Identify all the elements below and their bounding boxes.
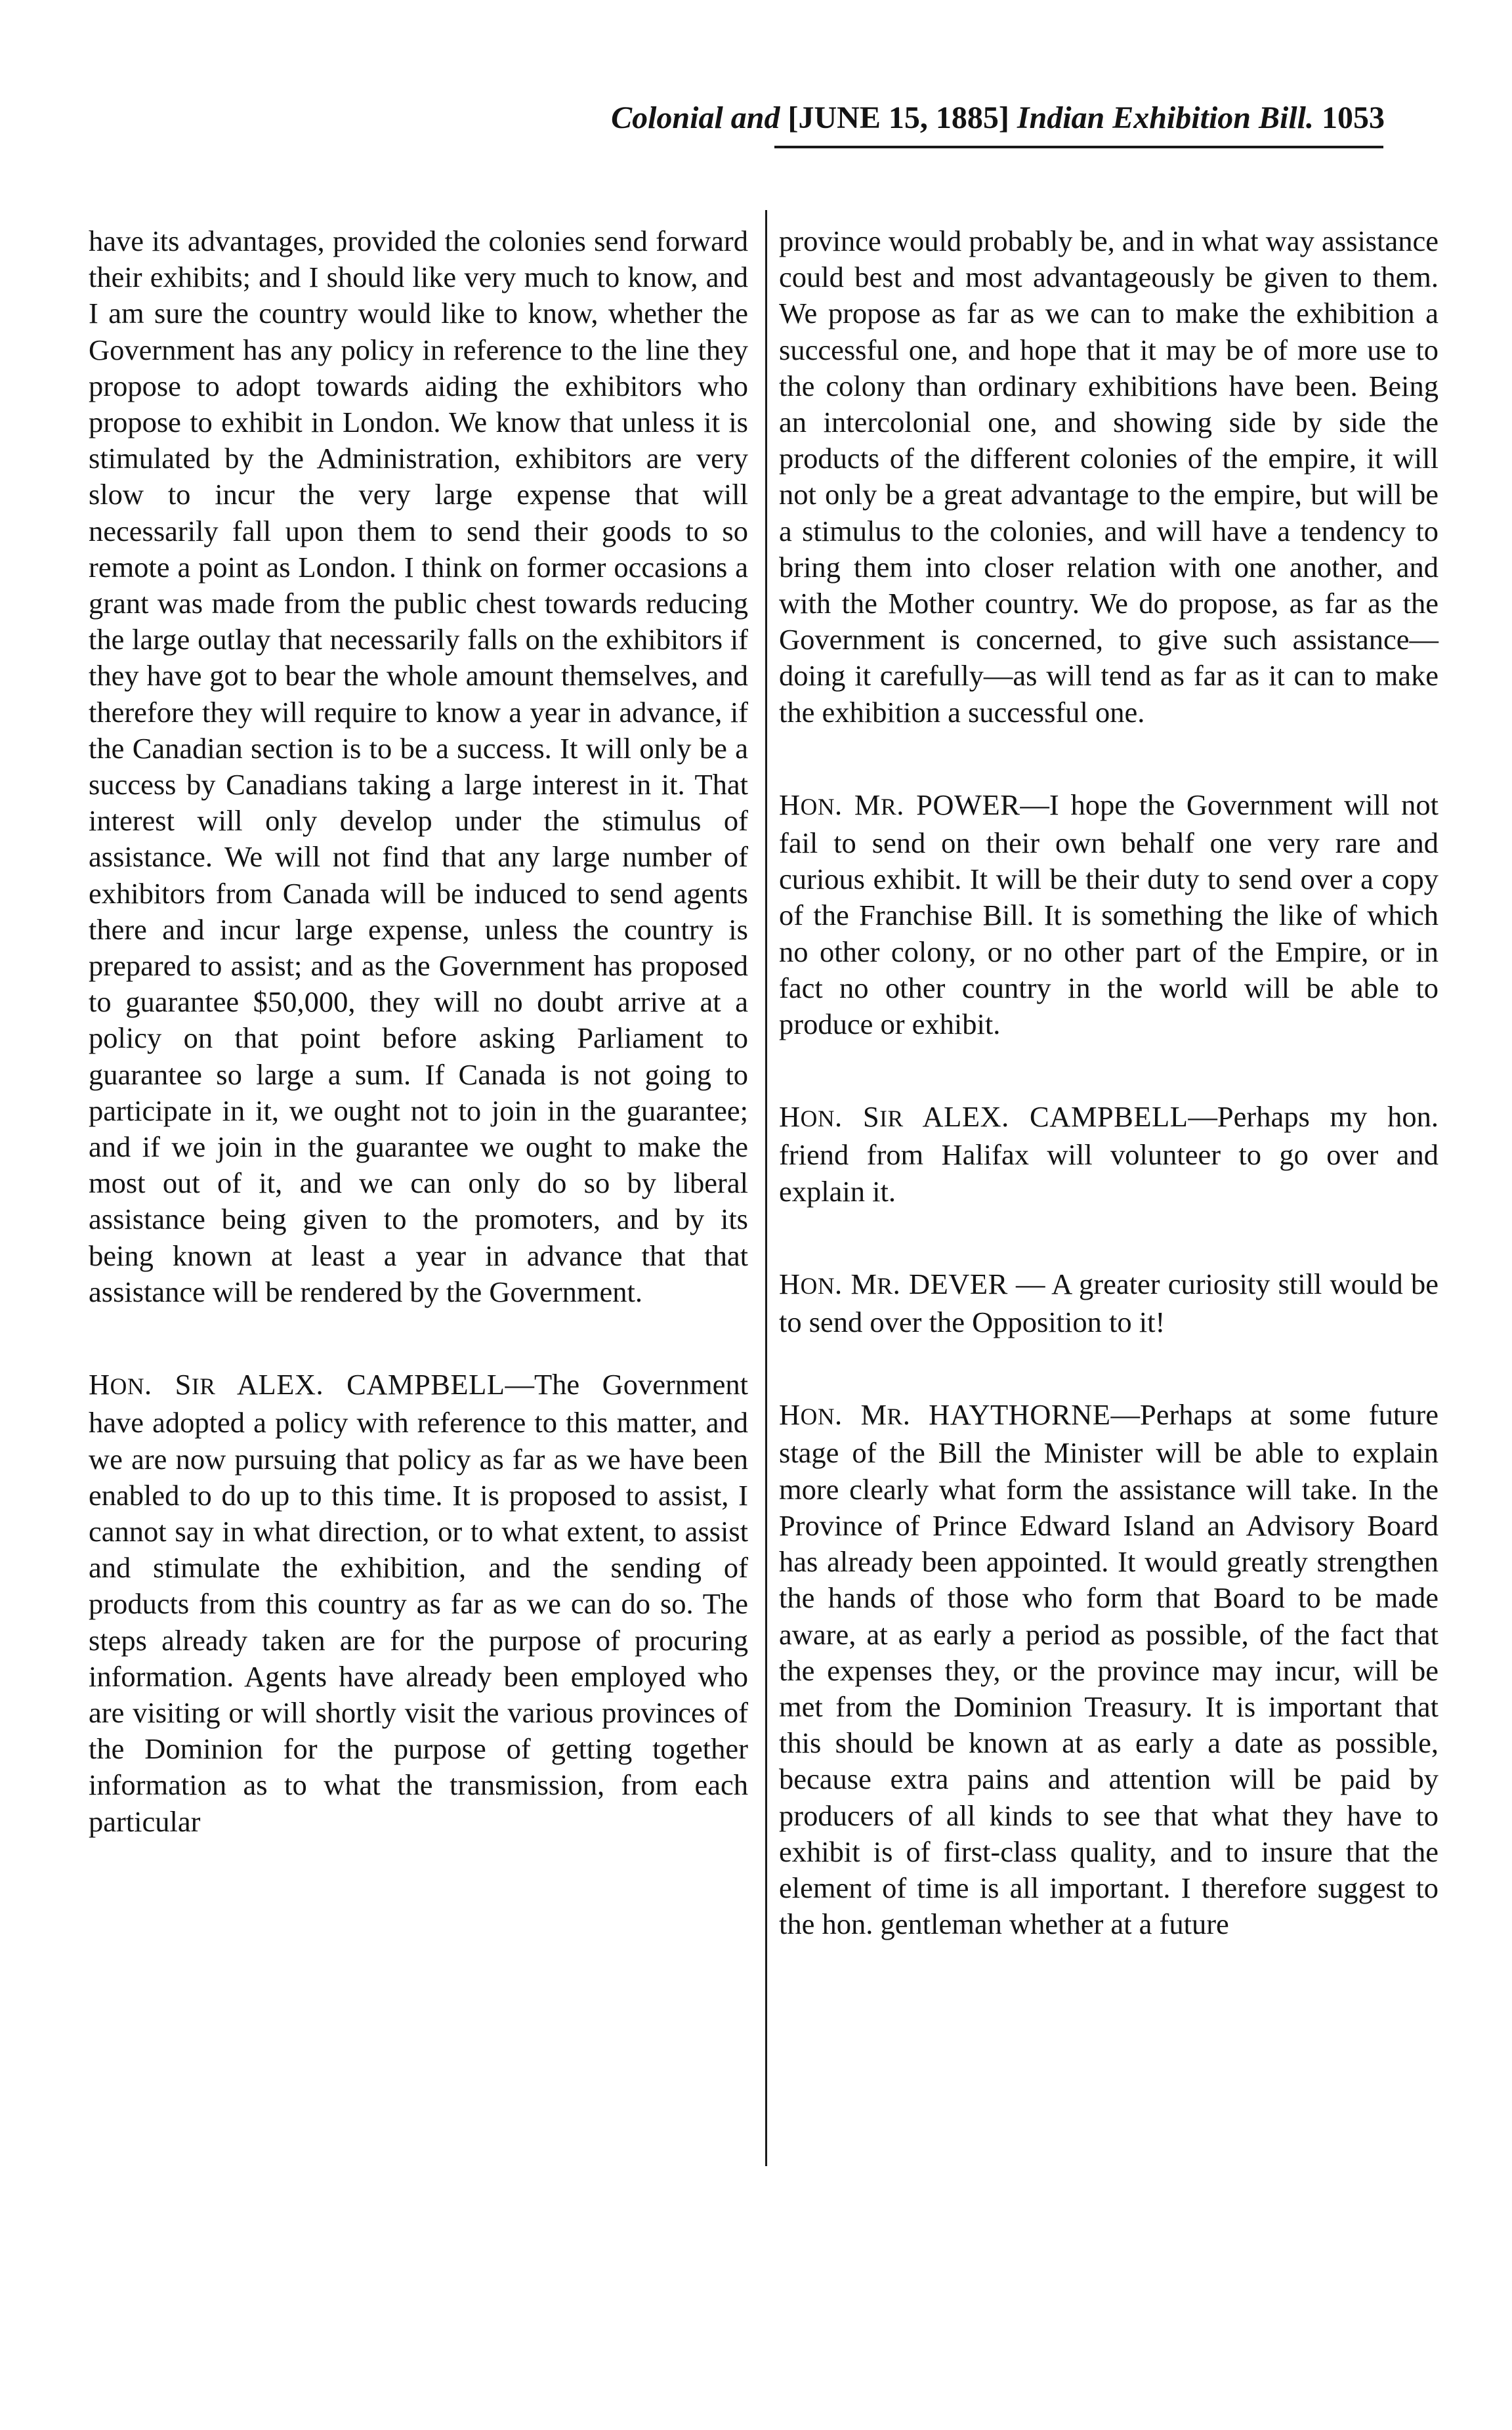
speaker-surname: ALEX. CAMPBELL: [215, 1368, 505, 1401]
left-column: [89, 223, 748, 1840]
paragraph-campbell-reply: [89, 1367, 748, 1840]
speaker-on: ON: [800, 1403, 835, 1430]
paragraph-text: —Perhaps my hon. friend from Halifax will volunteer to go over and explain it.: [779, 1100, 1438, 1208]
speaker-s: . S: [144, 1368, 192, 1401]
paragraph-power: [779, 787, 1438, 1042]
header-bill-title: Indian Exhibition Bill.: [1017, 100, 1314, 135]
speaker-name: [779, 788, 1020, 821]
speaker-h: H: [779, 788, 801, 821]
paragraph-campbell-quip: [779, 1099, 1438, 1210]
speaker-on: ON: [800, 793, 835, 820]
speaker-name: [779, 1100, 1188, 1133]
speaker-m: . M: [835, 1267, 877, 1300]
speaker-on: ON: [800, 1105, 835, 1132]
right-column: [779, 223, 1438, 1942]
paragraph-text: —I hope the Government will not fail to send on their own behalf one very rare and curious exhibit. It will be their duty to send over a copy of the Franchise Bill. It is something the like of which no other colony, or no other part of the Empire, or in fact no other country in the world will be able to produce or exhibit.: [779, 788, 1439, 1041]
speaker-s: . S: [835, 1100, 880, 1134]
page-number: 1053: [1322, 100, 1385, 135]
speaker-r: R: [881, 793, 897, 820]
speaker-r: R: [877, 1272, 893, 1299]
paragraph-text: province would probably be, and in what way assistance could best and most advantageously be given to them. We propose as far as we can to make the exhibition a successful one, and hope that it may be of more use to the colony than ordinary exhibitions have been. Being an intercolonial one, and showing side by side the products of the different colonies of the empire, it will not only be a great advantage to the empire, but will be a stimulus to the colonies, and will have a tendency to bring them into closer relation with one another, and with the Mother country. We do propose, as far as the Government is concerned, to give such assistance—doing it carefully—as will tend as far as it can to make the exhibition a successful one.: [779, 224, 1438, 729]
speaker-on: ON: [800, 1272, 835, 1299]
column-divider: [765, 210, 767, 2166]
paragraph-text: —Perhaps at some future stage of the Bill the Minister will be able to explain more clearly what form the assistance will take. In the Province of Prince Edward Island an Advisory Board has already been appointed. It would greatly strengthen the hands of those who form that Board to be made aware, at as early a period as possible, of the fact that the expenses they, or the province may incur, will be met from the Dominion Treasury. It is important that this should be known at as early a date as possible, because extra pains and attention will be paid by producers of all kinds to see that what they have to exhibit is of first-class quality, and to insure that the element of time is all important. I therefore suggest to the hon. gentleman whether at a future: [779, 1398, 1439, 1941]
speaker-name: [779, 1268, 1008, 1300]
speaker-surname: . HAYTHORNE: [902, 1398, 1111, 1432]
running-header: [348, 98, 1385, 138]
paragraph-dever: [779, 1266, 1438, 1340]
speaker-r: R: [887, 1403, 903, 1430]
speaker-surname: ALEX. CAMPBELL: [903, 1100, 1188, 1134]
speaker-ir: IR: [879, 1105, 904, 1132]
speaker-m: . M: [835, 1398, 887, 1432]
paragraph-haythorne: [779, 1397, 1438, 1942]
speaker-name: [779, 1398, 1110, 1431]
paragraph-continued: [89, 223, 748, 1310]
header-date: [JUNE 15, 1885]: [788, 100, 1009, 135]
speaker-h: H: [779, 1398, 801, 1432]
speaker-m: . M: [835, 788, 881, 821]
speaker-name: [89, 1368, 505, 1401]
paragraph-text: —The Government have adopted a policy with reference to this matter, and we are now pursuing that policy as far as we have been enabled to do up to this time. It is proposed to assist, I cannot say in what direction, or to what extent, to assist and stimulate the exhibition, and the sending of products from this country as far as we can do so. The steps already taken are for the purpose of procuring information. Agents have already been employed who are visiting or will shortly visit the various provinces of the Dominion for the purpose of getting together information as to what the transmission, from each particular: [89, 1368, 749, 1838]
speaker-h: H: [779, 1100, 801, 1134]
paragraph-text: — A greater curiosity still would be to send over the Opposition to it!: [779, 1267, 1438, 1339]
speaker-surname: . DEVER: [892, 1267, 1008, 1300]
header-rule: [774, 146, 1383, 148]
speaker-surname: . POWER: [896, 788, 1020, 821]
header-colonial-and: Colonial and: [611, 100, 780, 135]
paragraph-text: have its advantages, provided the colonies send forward their exhibits; and I should like very much to know, and I am sure the country would like to know, whether the Government has any policy in reference to the line they propose to adopt towards aiding the exhibitors who propose to exhibit in London. We know that unless it is stimulated by the Administration, exhibitors are very slow to incur the very large expense that will necessarily fall upon them to send their goods to so remote a point as London. I think on former occasions a grant was made from the public chest towards reducing the large outlay that necessarily falls on the exhibitors if they have got to bear the whole amount themselves, and therefore they will require to know a year in advance, if the Canadian section is to be a success. It will only be a success by Canadians taking a large interest in it. That interest will only develop under the stimulus of assistance. We will not find that any large number of exhibitors from Canada will be induced to send agents there and incur large expense, unless the country is prepared to assist; and as the Government has proposed to guarantee $50,000, they will no doubt arrive at a policy on that point before asking Parliament to guarantee so large a sum. If Canada is not going to participate in it, we ought not to join in the guarantee; and if we join in the guarantee we ought to make the most out of it, and we can only do so by liberal assistance being given to the promoters, and by its being known at least a year in advance that that assistance will be rendered by the Government.: [89, 224, 748, 1308]
speaker-ir: IR: [191, 1373, 216, 1400]
speaker-h: H: [779, 1267, 801, 1300]
speaker-h: H: [89, 1368, 110, 1401]
speaker-on: ON: [110, 1373, 145, 1400]
paragraph-continued: [779, 223, 1438, 731]
